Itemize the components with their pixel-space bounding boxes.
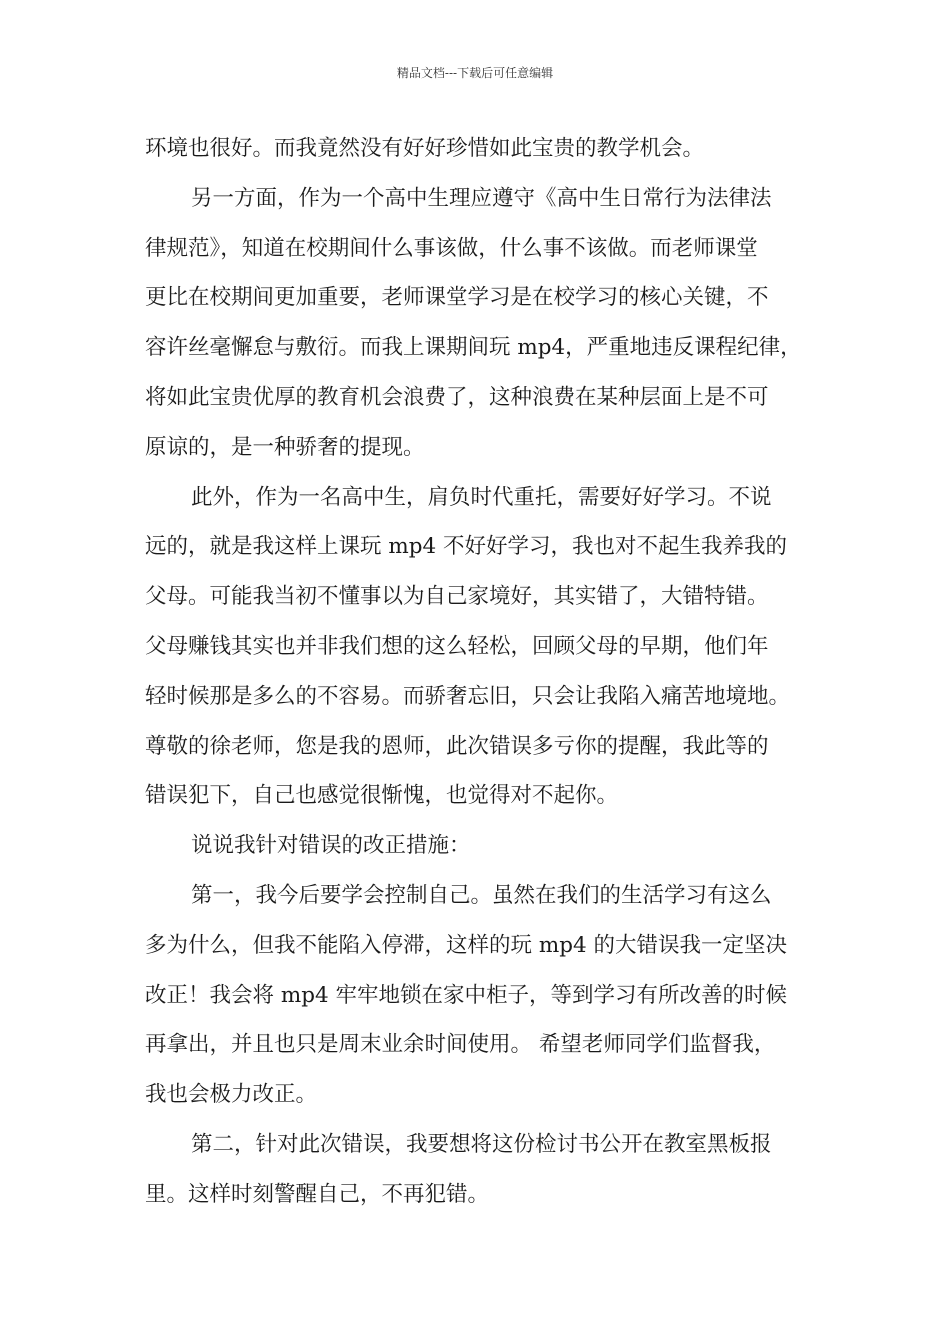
text-line: 我也会极力改正。 [145, 1082, 318, 1108]
text-line: 再拿出，并且也只是周末业余时间使用。 希望老师同学们监督我， [145, 1032, 776, 1058]
text-line: 原谅的，是一种骄奢的提现。 [145, 434, 425, 460]
text-line: 第二，针对此次错误，我要想将这份检讨书公开在教室黑板报 [191, 1131, 772, 1157]
text-line: 轻时候那是多么的不容易。而骄奢忘旧，只会让我陷入痛苦地境地。 [145, 683, 791, 709]
text-line: 第一，我今后要学会控制自己。虽然在我们的生活学习有这么 [191, 882, 772, 908]
text-line: 更比在校期间更加重要，老师课堂学习是在校学习的核心关键，不 [145, 285, 769, 311]
text-line: 父母。可能我当初不懂事以为自己家境好，其实错了，大错特错。 [145, 584, 769, 610]
text-line: 律规范》，知道在校期间什么事该做，什么事不该做。而老师课堂 [145, 235, 758, 261]
text-line: 父母赚钱其实也并非我们想的这么轻松，回顾父母的早期，他们年 [145, 633, 769, 659]
text-line: 将如此宝贵优厚的教育机会浪费了，这种浪费在某种层面上是不可 [145, 384, 769, 410]
document-body [145, 124, 825, 1220]
text-line: 容许丝毫懈怠与敷衍。而我上课期间玩 mp4，严重地违反课程纪律， [145, 335, 802, 361]
text-line: 里。这样时刻警醒自己，不再犯错。 [145, 1181, 490, 1207]
text-line: 另一方面，作为一个高中生理应遵守《高中生日常行为法律法 [191, 185, 772, 211]
text-line: 改正！我会将 mp4 牢牢地锁在家中柜子，等到学习有所改善的时候 [145, 982, 788, 1008]
text-line: 错误犯下，自己也感觉很惭愧，也觉得对不起你。 [145, 783, 619, 809]
text-line: 多为什么，但我不能陷入停滞，这样的玩 mp4 的大错误我一定坚决 [145, 932, 788, 958]
text-line: 尊敬的徐老师，您是我的恩师，此次错误多亏你的提醒，我此等的 [145, 733, 769, 759]
text-line: 说说我针对错误的改正措施： [191, 833, 471, 859]
text-line: 环境也很好。而我竟然没有好好珍惜如此宝贵的教学机会。 [145, 136, 705, 161]
text-line: 此外，作为一名高中生，肩负时代重托，需要好好学习。不说 [191, 484, 772, 510]
text-line: 远的，就是我这样上课玩 mp4 不好好学习，我也对不起生我养我的 [145, 534, 788, 560]
page-header: 精品文档---下载后可任意编辑 [396, 66, 554, 80]
